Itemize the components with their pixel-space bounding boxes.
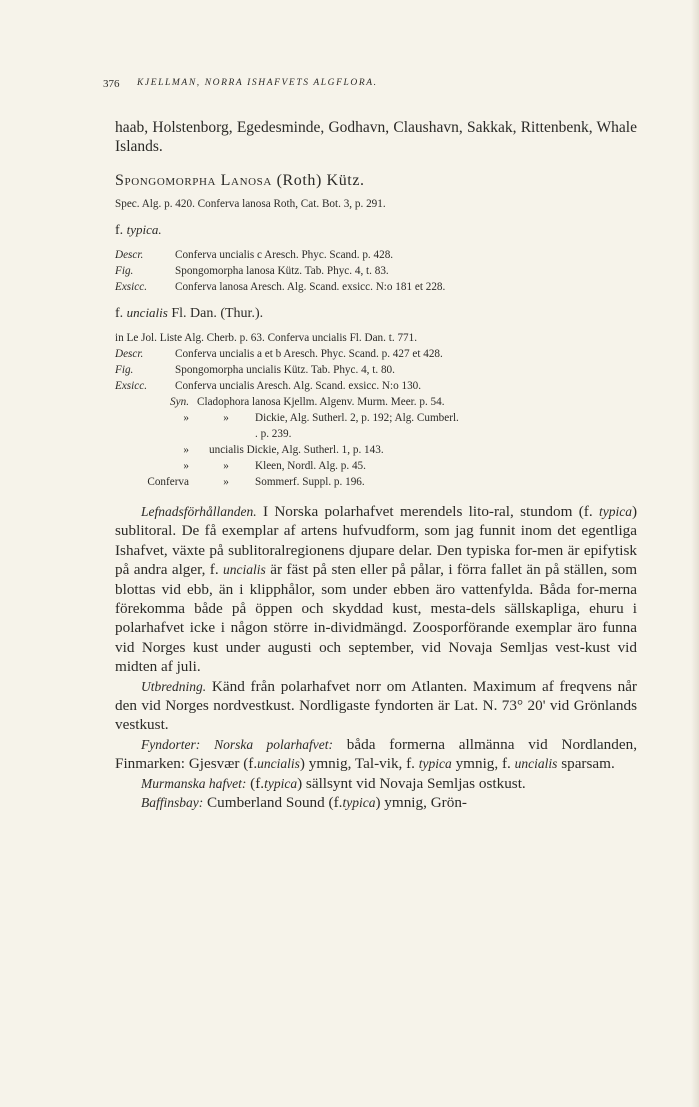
intro-text: haab, Holstenborg, Egedesminde, Godhavn, Claushavn, Sakkak, Rittenbenk, Whale Islands. [115,119,637,155]
paragraph-text: I Norska polarhafvet merendels lito-ral, stundom (f. [262,503,593,520]
synonym-col3: uncialis Dickie, Alg. Sutherl. 1, p. 143. [209,444,384,456]
italic-term: uncialis [257,756,300,772]
synonym-col2: » [223,476,229,488]
italic-term: uncialis [223,562,266,578]
paragraph-distribution [115,677,637,735]
form-uncialis-row [115,362,637,378]
synonym-col2 [197,426,255,442]
row-value: Conferva uncialis c Aresch. Phyc. Scand. p. 428. [175,249,394,261]
form-uncialis-row [115,346,637,362]
row-value: Spongomorpha lanosa Kütz. Tab. Phyc. 4, t. 83. [175,265,389,277]
row-value: Conferva lanosa Aresch. Alg. Scand. exsicc. N:o 181 et 228. [175,281,446,293]
form-typica-row [115,247,637,263]
synonym-col3: Cladophora lanosa Kjellm. Algenv. Murm. Meer. p. 54. [197,396,445,408]
synonym-line [115,426,637,442]
paragraph-text: är fäst på sten eller på pålar, i förra fallet än på ställen, som blottas vid ebb, än i klipphålor, som under ebben äro vattenfylda. Båda for-merna förekomma både på öppen och skyddad kust, mesta-dels sällskapliga, ehuru i polarhafvet icke i någon större in-dividmängd. Zoosporförande exemplar äro funna vid Norges kust under augusti och september, vid Novaja Semljas vest-kust vid midten af juli. [115,561,638,676]
paragraph-label: Baffinsbay: [141,795,204,811]
form-name: uncialis [126,305,168,320]
paragraph-label: Murmanska hafvet: [141,775,247,791]
species-epithet: Lanosa [220,172,272,189]
form-label: f. [115,223,124,238]
row-label: Exsicc. [115,281,147,293]
form-typica-row [115,279,637,295]
paragraph-text: (f. [250,774,265,792]
row-value: Spongomorpha uncialis Kütz. Tab. Phyc. 4, t. 80. [175,364,395,376]
form-uncialis-row [115,378,637,394]
running-header [103,78,637,90]
italic-term: typica [598,504,632,519]
paragraph-habitat [115,502,637,677]
paragraph-text: ymnig, f. [455,755,511,773]
italic-term: typica [342,795,376,811]
species-author: (Roth) Kütz. [276,172,365,189]
synonym-line [115,474,637,490]
synonym-col3: . p. 239. [255,428,292,440]
paragraph-text: Cumberland Sound (f. [207,794,343,812]
paragraph-localities [115,735,637,774]
form-uncialis-heading [115,305,637,322]
synonym-col3: Kleen, Nordl. Alg. p. 45. [255,460,366,472]
page-number: 376 [103,78,120,90]
row-label: Fig. [115,265,134,277]
paragraph-text: båda formerna allmänna vid Nordlanden, Finmarken: Gjesvær (f. [115,735,637,773]
paragraph-text: ) ymnig, Tal-vik, f. [299,755,415,773]
paragraph-text: ) sublitoral. De få exemplar af artens hufvudform, som jag funnit inom det egentliga Ishafvet, växte på sublitoralregionens djupare delar. Den typiska for-men är epifytisk på andra alger, f. [115,503,638,579]
synonym-col3: Sommerf. Suppl. p. 196. [255,476,365,488]
synonym-col1: » [183,460,189,472]
synonym-col1: » [183,412,189,424]
species-reference: Spec. Alg. p. 420. Conferva lanosa Roth, Cat. Bot. 3, p. 291. [115,198,386,210]
page-body [115,118,637,813]
paragraph-text: ) sällsynt vid Novaja Semljas ostkust. [297,774,526,792]
synonym-col2: » [223,460,229,472]
italic-term: uncialis [514,756,558,772]
synonym-col1: » [183,444,189,456]
form-label: f. [115,306,124,321]
row-label: Descr. [115,249,144,261]
row-label: Descr. [115,348,144,360]
synonym-col1: Syn. [170,396,189,408]
synonym-col1: Conferva [147,476,189,488]
row-value: Conferva uncialis Aresch. Alg. Scand. exsicc. N:o 130. [175,380,422,392]
synonym-line [115,458,637,474]
paragraph-label: Fyndorter: [141,736,201,752]
page-edge [691,0,699,1107]
species-title [115,172,637,190]
paragraph-label: Utbredning. [141,678,207,694]
synonym-list [115,394,637,490]
paragraph-murman [115,774,637,793]
paragraph-text: sparsam. [561,755,615,773]
form-typica-heading [115,222,637,239]
italic-term: typica [264,775,298,791]
paragraph-label: Norska polarhafvet: [214,736,333,752]
synonym-col2: » [223,412,229,424]
row-label: Exsicc. [115,380,147,392]
paragraph-baffin [115,793,637,812]
form-author: Fl. Dan. (Thur.). [171,306,264,321]
italic-term: typica [418,756,452,772]
form-uncialis-reference: in Le Jol. Liste Alg. Cherb. p. 63. Conferva uncialis Fl. Dan. t. 771. [115,332,418,344]
row-value: Conferva uncialis a et b Aresch. Phyc. Scand. p. 427 et 428. [175,348,443,360]
running-title: KJELLMAN, NORRA ISHAFVETS ALGFLORA. [137,78,378,88]
paragraph-text: ) ymnig, Grön- [375,794,467,812]
paragraph-text: Känd från polarhafvet norr om Atlanten. Maximum af freqvens når den vid Norges nordvestkust. Nordligaste fyndorten är Lat. N. 73° 20' vid Grönlands vestkust. [115,677,637,734]
row-label: Fig. [115,364,134,376]
paragraph-label: Lefnadsförhållanden. [141,504,257,519]
synonym-line [115,410,637,426]
synonym-line [115,442,637,458]
species-genus: Spongomorpha [115,172,217,189]
synonym-line [115,394,637,410]
form-name: typica. [126,222,162,237]
synonym-col1 [115,426,197,442]
synonym-col3: Dickie, Alg. Sutherl. 2, p. 192; Alg. Cumberl. [255,412,459,424]
form-typica-row [115,263,637,279]
